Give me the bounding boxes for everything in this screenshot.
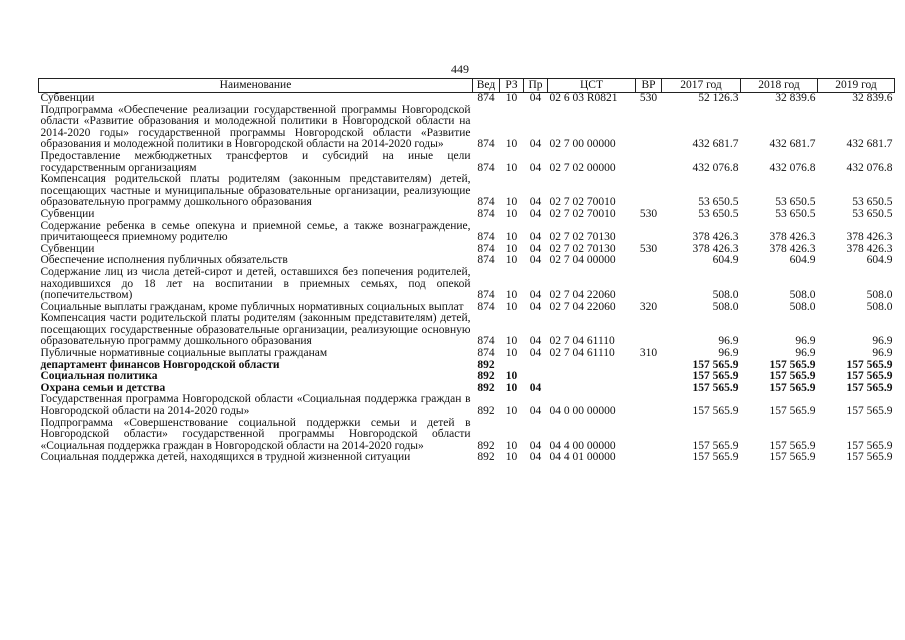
row-pr: 04 bbox=[529, 405, 542, 418]
row-name: Социальные выплаты гражданам, кроме публичных нормативных социальных выплат bbox=[40, 300, 464, 313]
row-2019: 157 565.9 bbox=[846, 439, 893, 452]
row-cst: 02 7 04 22060 bbox=[549, 300, 616, 313]
table-row bbox=[39, 360, 895, 372]
row-2017: 96.9 bbox=[718, 335, 739, 348]
row-name: Государственная программа Новгородской области «Социальная поддержка граждан в Новгородской области на 2014-2020 годы» bbox=[40, 393, 471, 418]
row-2017: 432 076.8 bbox=[692, 161, 739, 174]
row-2017: 432 681.7 bbox=[692, 138, 739, 151]
row-2019: 157 565.9 bbox=[846, 381, 893, 394]
row-2018: 32 839.6 bbox=[775, 92, 816, 104]
row-ved: 892 bbox=[477, 439, 495, 452]
row-name: Подпрограмма «Обеспечение реализации государственной программы Новгородской области «Развитие образования и молодежной политики в Новгородской области на 2014-2020 годы» государственной программы Новгородской области «Развитие образования и молодежной политики в Новгородской области на 2014-2020 годы» bbox=[40, 103, 471, 151]
row-name: Предоставление межбюджетных трансфертов и субсидий на иные цели государственным организациям bbox=[40, 149, 471, 174]
row-vr bbox=[636, 174, 662, 209]
table-row bbox=[39, 221, 895, 244]
row-2019: 508.0 bbox=[866, 289, 893, 302]
row-2018: 96.9 bbox=[795, 347, 816, 360]
row-2017: 508.0 bbox=[712, 300, 739, 313]
row-2019: 604.9 bbox=[866, 254, 893, 267]
row-2019: 53 650.5 bbox=[852, 196, 893, 209]
row-2018: 157 565.9 bbox=[769, 439, 816, 452]
row-pr: 04 bbox=[529, 207, 542, 220]
row-name: Социальная политика bbox=[40, 370, 158, 383]
page-number: 449 bbox=[451, 62, 469, 76]
row-vr: 310 bbox=[639, 347, 658, 360]
row-vr: 530 bbox=[639, 92, 658, 104]
row-2019: 378 426.3 bbox=[846, 242, 893, 255]
table-row bbox=[39, 418, 895, 453]
table-row bbox=[39, 93, 895, 105]
row-pr: 04 bbox=[529, 196, 542, 209]
row-ved: 892 bbox=[477, 370, 495, 383]
row-rz: 10 bbox=[505, 335, 518, 348]
row-ved: 892 bbox=[477, 405, 495, 418]
row-name: Содержание ребенка в семье опекуна и приемной семье, а также вознаграждение, причитающееся приемному родителю bbox=[40, 219, 471, 244]
row-name: Субвенции bbox=[40, 242, 95, 255]
row-rz: 10 bbox=[505, 161, 518, 174]
row-rz: 10 bbox=[505, 138, 518, 151]
row-rz: 10 bbox=[505, 231, 518, 244]
row-2017: 157 565.9 bbox=[692, 439, 739, 452]
row-pr: 04 bbox=[529, 347, 542, 360]
row-ved: 874 bbox=[477, 300, 495, 313]
header-pr: Пр bbox=[524, 79, 548, 93]
row-2019: 157 565.9 bbox=[846, 358, 893, 371]
row-vr bbox=[636, 267, 662, 302]
row-2019: 32 839.6 bbox=[852, 92, 893, 104]
row-2018: 157 565.9 bbox=[769, 451, 816, 464]
table-row bbox=[39, 174, 895, 209]
row-rz: 10 bbox=[505, 300, 518, 313]
row-cst: 04 4 00 00000 bbox=[549, 439, 616, 452]
row-2017: 378 426.3 bbox=[692, 242, 739, 255]
row-cst: 02 7 02 00000 bbox=[549, 161, 616, 174]
row-vr: 320 bbox=[639, 300, 658, 313]
row-2017: 157 565.9 bbox=[692, 451, 739, 464]
row-ved: 892 bbox=[477, 451, 495, 464]
row-pr: 04 bbox=[529, 161, 542, 174]
row-2017: 96.9 bbox=[718, 347, 739, 360]
row-2017: 157 565.9 bbox=[692, 370, 739, 383]
row-cst: 02 6 03 R0821 bbox=[549, 92, 618, 104]
header-name: Наименование bbox=[39, 79, 473, 93]
row-2018: 432 681.7 bbox=[769, 138, 816, 151]
row-rz: 10 bbox=[505, 347, 518, 360]
row-ved: 874 bbox=[477, 335, 495, 348]
row-ved: 874 bbox=[477, 138, 495, 151]
row-ved: 892 bbox=[477, 381, 495, 394]
row-cst: 02 7 04 22060 bbox=[549, 289, 616, 302]
table-row bbox=[39, 394, 895, 417]
row-2019: 157 565.9 bbox=[846, 451, 893, 464]
row-cst: 02 7 04 00000 bbox=[549, 254, 616, 267]
row-vr: 530 bbox=[639, 242, 658, 255]
row-pr: 04 bbox=[529, 335, 542, 348]
row-2018: 53 650.5 bbox=[775, 196, 816, 209]
row-vr bbox=[636, 105, 662, 151]
row-ved: 874 bbox=[477, 289, 495, 302]
row-ved: 874 bbox=[477, 92, 495, 104]
table-row bbox=[39, 105, 895, 151]
row-2018: 432 076.8 bbox=[769, 161, 816, 174]
row-rz: 10 bbox=[505, 207, 518, 220]
header-rz: РЗ bbox=[500, 79, 524, 93]
row-2017: 604.9 bbox=[712, 254, 739, 267]
row-2019: 432 076.8 bbox=[846, 161, 893, 174]
row-2019: 96.9 bbox=[872, 335, 893, 348]
row-2018: 508.0 bbox=[789, 300, 816, 313]
row-cst: 04 4 01 00000 bbox=[549, 451, 616, 464]
row-2019: 378 426.3 bbox=[846, 231, 893, 244]
row-name: Компенсация части родительской платы родителям (законным представителям) детей, посещающих государственные образовательные организации, реализующие основную образовательную программу дошкольного образования bbox=[40, 312, 471, 348]
table-row bbox=[39, 371, 895, 383]
row-2017: 508.0 bbox=[712, 289, 739, 302]
row-ved: 874 bbox=[477, 242, 495, 255]
row-pr: 04 bbox=[529, 92, 542, 104]
row-2019: 157 565.9 bbox=[846, 370, 893, 383]
budget-table bbox=[38, 78, 895, 464]
row-vr bbox=[636, 383, 662, 395]
row-name: Обеспечение исполнения публичных обязательств bbox=[40, 254, 288, 267]
row-2018: 157 565.9 bbox=[769, 358, 816, 371]
row-2019: 96.9 bbox=[872, 347, 893, 360]
row-pr: 04 bbox=[529, 451, 542, 464]
header-2017: 2017 год bbox=[662, 79, 741, 93]
row-2018: 157 565.9 bbox=[769, 405, 816, 418]
row-2018: 157 565.9 bbox=[769, 370, 816, 383]
row-2019: 508.0 bbox=[866, 300, 893, 313]
row-2018: 378 426.3 bbox=[769, 231, 816, 244]
row-name: Подпрограмма «Совершенствование социальной поддержки семьи и детей в Новгородской области» государственной программы Новгородской области «Социальная поддержка граждан в Новгородской области на 2014-2020 годы» bbox=[40, 416, 471, 452]
row-name: Содержание лиц из числа детей-сирот и детей, оставшихся без попечения родителей, находившихся до 18 лет на воспитании в приемных семьях, под опекой (попечительством) bbox=[40, 265, 471, 302]
row-2019: 157 565.9 bbox=[846, 405, 893, 418]
row-pr: 04 bbox=[529, 138, 542, 151]
header-2018: 2018 год bbox=[741, 79, 818, 93]
row-2019: 432 681.7 bbox=[846, 138, 893, 151]
row-pr: 04 bbox=[529, 381, 542, 394]
row-ved: 874 bbox=[477, 254, 495, 267]
row-2018: 157 565.9 bbox=[769, 381, 816, 394]
row-cst: 02 7 04 61110 bbox=[549, 347, 615, 360]
row-name: Субвенции bbox=[40, 207, 95, 220]
row-2018: 604.9 bbox=[789, 254, 816, 267]
row-2017: 157 565.9 bbox=[692, 405, 739, 418]
row-cst: 04 0 00 00000 bbox=[549, 405, 616, 418]
row-vr bbox=[636, 452, 662, 464]
row-name: департамент финансов Новгородской области bbox=[40, 358, 280, 371]
row-ved: 874 bbox=[477, 231, 495, 244]
row-ved: 874 bbox=[477, 347, 495, 360]
table-row bbox=[39, 313, 895, 348]
row-rz: 10 bbox=[505, 451, 518, 464]
table-row bbox=[39, 452, 895, 464]
row-rz: 10 bbox=[505, 289, 518, 302]
row-2018: 53 650.5 bbox=[775, 207, 816, 220]
row-cst bbox=[548, 383, 636, 395]
row-ved: 874 bbox=[477, 196, 495, 209]
row-cst: 02 7 00 00000 bbox=[549, 138, 616, 151]
row-vr: 530 bbox=[639, 207, 658, 220]
row-pr: 04 bbox=[529, 289, 542, 302]
header-2019: 2019 год bbox=[818, 79, 895, 93]
row-2017: 52 126.3 bbox=[698, 92, 739, 104]
row-pr bbox=[524, 360, 548, 372]
row-2017: 378 426.3 bbox=[692, 231, 739, 244]
row-ved: 874 bbox=[477, 207, 495, 220]
row-rz: 10 bbox=[505, 254, 518, 267]
row-rz: 10 bbox=[505, 381, 518, 394]
row-2017: 157 565.9 bbox=[692, 381, 739, 394]
row-2018: 378 426.3 bbox=[769, 242, 816, 255]
row-cst bbox=[548, 371, 636, 383]
table-row bbox=[39, 151, 895, 174]
table-row bbox=[39, 267, 895, 302]
row-rz: 10 bbox=[505, 370, 518, 383]
row-name: Социальная поддержка детей, находящихся в трудной жизненной ситуации bbox=[40, 451, 411, 464]
table-header-row bbox=[39, 79, 895, 93]
table-row bbox=[39, 209, 895, 221]
row-vr bbox=[636, 371, 662, 383]
row-rz: 10 bbox=[505, 242, 518, 255]
row-2018: 508.0 bbox=[789, 289, 816, 302]
row-rz: 10 bbox=[505, 196, 518, 209]
row-cst: 02 7 02 70010 bbox=[549, 196, 616, 209]
row-2017: 53 650.5 bbox=[698, 196, 739, 209]
row-vr bbox=[636, 255, 662, 267]
row-cst: 02 7 02 70130 bbox=[549, 242, 616, 255]
row-rz: 10 bbox=[505, 439, 518, 452]
row-vr bbox=[636, 221, 662, 244]
row-rz: 10 bbox=[505, 92, 518, 104]
row-pr: 04 bbox=[529, 231, 542, 244]
row-cst: 02 7 04 61110 bbox=[549, 335, 615, 348]
row-pr: 04 bbox=[529, 439, 542, 452]
row-2018: 96.9 bbox=[795, 335, 816, 348]
row-vr bbox=[636, 394, 662, 417]
row-ved: 892 bbox=[477, 358, 495, 371]
row-vr bbox=[636, 418, 662, 453]
row-vr bbox=[636, 360, 662, 372]
row-2017: 157 565.9 bbox=[692, 358, 739, 371]
row-cst: 02 7 02 70130 bbox=[549, 231, 616, 244]
row-pr: 04 bbox=[529, 300, 542, 313]
row-cst bbox=[548, 360, 636, 372]
row-cst: 02 7 02 70010 bbox=[549, 207, 616, 220]
header-vr: ВР bbox=[636, 79, 662, 93]
table-row bbox=[39, 348, 895, 360]
row-pr: 04 bbox=[529, 254, 542, 267]
row-rz: 10 bbox=[505, 405, 518, 418]
row-ved: 874 bbox=[477, 161, 495, 174]
header-cst: ЦСТ bbox=[548, 79, 636, 93]
row-2017: 53 650.5 bbox=[698, 207, 739, 220]
row-name: Субвенции bbox=[40, 92, 95, 104]
row-name: Компенсация родительской платы родителям (законным представителям) детей, посещающих частные и муниципальные образовательные организации, реализующие образовательную программу дошкольного образования bbox=[40, 173, 471, 209]
row-2019: 53 650.5 bbox=[852, 207, 893, 220]
row-vr bbox=[636, 151, 662, 174]
row-vr bbox=[636, 313, 662, 348]
row-pr: 04 bbox=[529, 242, 542, 255]
row-name: Охрана семьи и детства bbox=[40, 381, 166, 394]
row-name: Публичные нормативные социальные выплаты гражданам bbox=[40, 347, 328, 360]
header-ved: Вед bbox=[473, 79, 500, 93]
